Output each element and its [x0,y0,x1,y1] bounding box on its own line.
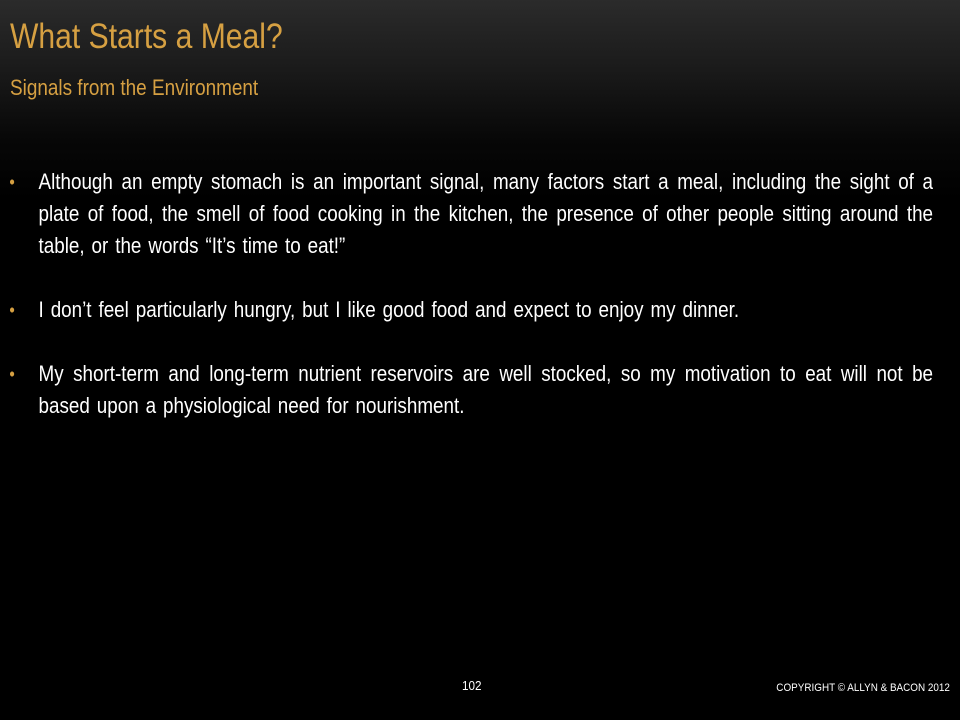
bullet-dot-icon: • [9,172,15,192]
bullet-text: Although an empty stomach is an important signal, many factors start a meal, including the sight of a plate of food, the smell of food cooking in the kitchen, the presence of other people sitting around the table, or the words “It’s time to eat!” [38,169,934,258]
bullet-item [0,166,933,262]
bullet-item [0,358,933,422]
bullet-dot-icon: • [9,300,15,320]
bullet-text: I don’t feel particularly hungry, but I like good food and expect to enjoy my dinner. [38,297,740,322]
bullet-item [0,294,933,326]
bullet-dot-icon: • [9,364,15,384]
slide-subtitle: Signals from the Environment [10,75,259,100]
bullet-list [0,166,960,422]
page-number: 102 [462,678,482,693]
bullet-text: My short-term and long-term nutrient reservoirs are well stocked, so my motivation to eat will not be based upon a physiological need for nourishment. [38,361,934,418]
slide-title: What Starts a Meal? [10,17,283,56]
copyright-notice: COPYRIGHT © ALLYN & BACON 2012 [776,682,950,694]
